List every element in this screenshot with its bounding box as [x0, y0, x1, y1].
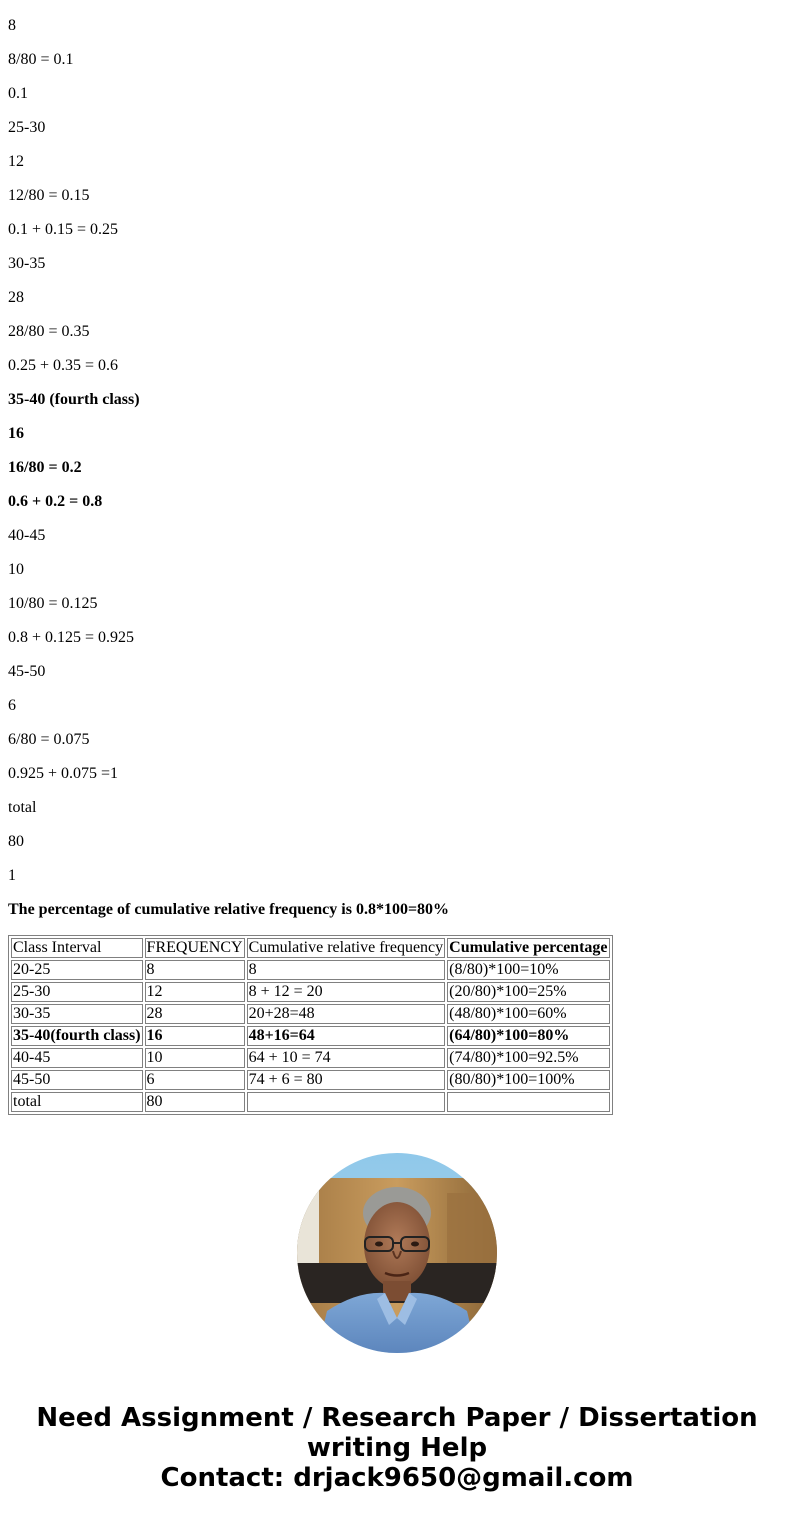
table-cell: 64 + 10 = 74	[247, 1048, 446, 1068]
text-line: total	[8, 799, 37, 816]
text-line: 0.1 + 0.15 = 0.25	[8, 221, 119, 238]
table-cell: (48/80)*100=60%	[447, 1004, 609, 1024]
text-line: 8/80 = 0.1	[8, 51, 74, 68]
table-cell: (64/80)*100=80%	[447, 1026, 609, 1046]
table-cell: 80	[145, 1092, 245, 1112]
table-row	[11, 1026, 610, 1046]
promo-line-1: Need Assignment / Research Paper / Dissertation	[36, 1403, 758, 1433]
table-cell: 40-45	[11, 1048, 143, 1068]
table-header-row	[11, 938, 610, 958]
table-cell: 28	[145, 1004, 245, 1024]
table-cell	[247, 1092, 446, 1112]
text-line: 8	[8, 17, 16, 34]
table-cell: (74/80)*100=92.5%	[447, 1048, 609, 1068]
text-line: 0.6 + 0.2 = 0.8	[8, 493, 103, 510]
table-cell: 8 + 12 = 20	[247, 982, 446, 1002]
text-line: 1	[8, 867, 16, 884]
text-line: 10/80 = 0.125	[8, 595, 98, 612]
text-line: 10	[8, 561, 24, 578]
author-avatar	[297, 1153, 497, 1353]
text-line: 28/80 = 0.35	[8, 323, 90, 340]
text-line: 16/80 = 0.2	[8, 459, 82, 476]
text-line: 16	[8, 425, 24, 442]
frequency-table	[8, 935, 613, 1115]
column-header: FREQUENCY	[146, 939, 243, 956]
column-header: Cumulative percentage	[449, 939, 608, 956]
table-cell: 20-25	[11, 960, 143, 980]
text-line: 6	[8, 697, 16, 714]
table-cell: (20/80)*100=25%	[447, 982, 609, 1002]
text-line: 80	[8, 833, 24, 850]
table-cell: (8/80)*100=10%	[447, 960, 609, 980]
table-cell: (80/80)*100=100%	[447, 1070, 609, 1090]
column-header: Cumulative relative frequency	[248, 939, 444, 956]
table-cell: 45-50	[11, 1070, 143, 1090]
text-line: The percentage of cumulative relative frequency is 0.8*100=80%	[8, 901, 450, 918]
table-row	[11, 960, 610, 980]
text-line: 35-40 (fourth class)	[8, 391, 140, 408]
table-row	[11, 1048, 610, 1068]
table-row	[11, 1070, 610, 1090]
text-line: 0.1	[8, 85, 28, 102]
table-cell: 12	[145, 982, 245, 1002]
table-cell: 20+28=48	[247, 1004, 446, 1024]
text-line: 28	[8, 289, 24, 306]
text-line: 12	[8, 153, 24, 170]
column-header: Class Interval	[11, 938, 143, 958]
text-line: 25-30	[8, 119, 46, 136]
text-line: 0.925 + 0.075 =1	[8, 765, 119, 782]
text-line: 0.25 + 0.35 = 0.6	[8, 357, 119, 374]
author-portrait-image	[297, 1153, 497, 1353]
table-cell: 6	[145, 1070, 245, 1090]
table-cell: 8	[247, 960, 446, 980]
promo-banner	[0, 1403, 794, 1493]
table-row	[11, 1092, 610, 1112]
promo-line-2: writing Help	[306, 1433, 488, 1463]
table-cell: 30-35	[11, 1004, 143, 1024]
text-line: 0.8 + 0.125 = 0.925	[8, 629, 135, 646]
text-line: 45-50	[8, 663, 46, 680]
table-row	[11, 1004, 610, 1024]
text-line: 30-35	[8, 255, 46, 272]
text-line: 12/80 = 0.15	[8, 187, 90, 204]
table-cell: 25-30	[11, 982, 143, 1002]
table-cell: 16	[145, 1026, 245, 1046]
table-cell: 35-40(fourth class)	[13, 1027, 141, 1044]
table-cell: 8	[145, 960, 245, 980]
table-cell: 10	[145, 1048, 245, 1068]
table-row	[11, 982, 610, 1002]
promo-contact-line[interactable]: Contact: drjack9650@gmail.com	[160, 1463, 634, 1493]
table-cell: 48+16=64	[247, 1026, 446, 1046]
text-line: 6/80 = 0.075	[8, 731, 90, 748]
table-cell: total	[11, 1092, 143, 1112]
table-cell	[447, 1092, 609, 1112]
table-cell: 74 + 6 = 80	[247, 1070, 446, 1090]
text-line: 40-45	[8, 527, 46, 544]
